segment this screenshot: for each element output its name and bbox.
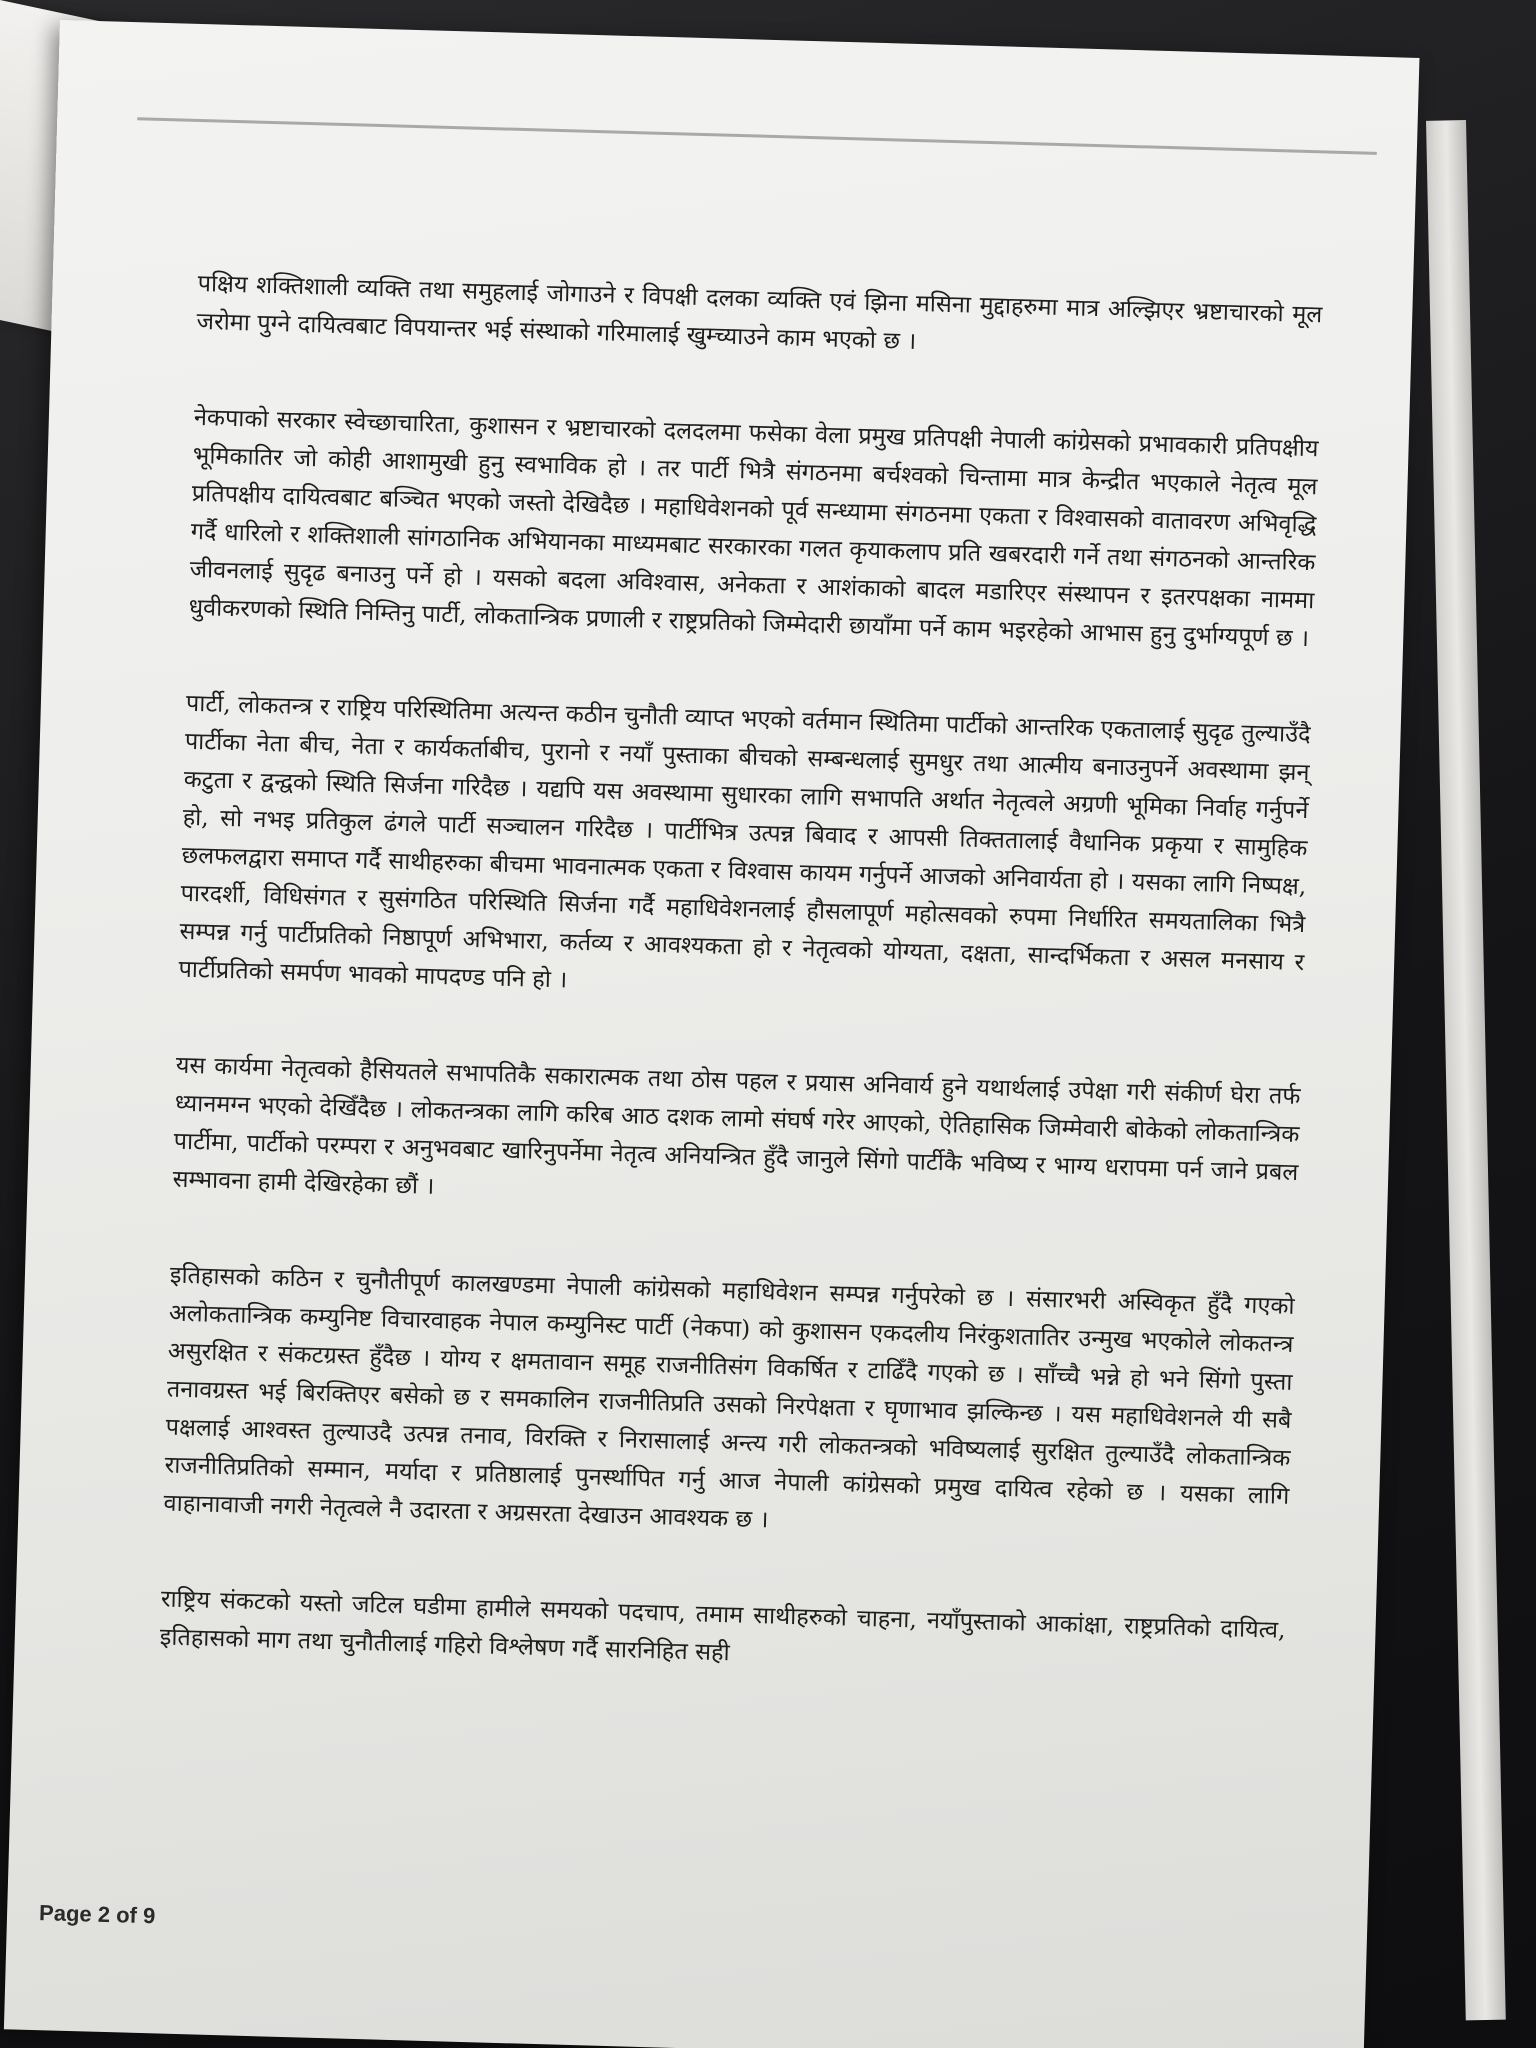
paragraph: राष्ट्रिय संकटको यस्तो जटिल घडीमा हामीले समयको पदचाप, तमाम साथीहरुको चाहना, नयाँपुस्ताको आकांक्षा, राष्ट्रप्रतिको दायित्व, इतिहासको माग तथा चुनौतीलाई गहिरो विश्लेषण गर्दै सारनिहित सही	[159, 1584, 1286, 1667]
paragraph: यस कार्यमा नेतृत्वको हैसियतले सभापतिकै सकारात्मक तथा ठोस पहल र प्रयास अनिवार्य हुने यथार्थलाई उपेक्षा गरी संकीर्ण घेरा तर्फ ध्यानमग्न भएको देखिँदैछ । लोकतन्त्रका लागि करिब आठ दशक लामो संघर्ष गरेर आएको, ऐतिहासिक जिम्मेवारी बोकेको लोकतान्त्रिक पार्टीमा, पार्टीको परम्परा र अनुभवबाट खारिनुपर्नेमा नेतृत्व अनियन्त्रित हुँदै जानुले सिंगो पार्टीकै भविष्य र भाग्य धरापमा पर्न जाने प्रबल सम्भावना हामी देखिरहेका छौं ।	[172, 1050, 1301, 1200]
paper-stack-edge	[1426, 120, 1506, 2020]
paragraph: पक्षिय शक्तिशाली व्यक्ति तथा समुहलाई जोगाउने र विपक्षी दलका व्यक्ति एवं झिना मसिना मुद्दाहरुमा मात्र अल्झिएर भ्रष्टाचारको मूल जरोमा पुग्ने दायित्वबाट विपयान्तर भई संस्थाको गरिमालाई खुम्च्याउने काम भएको छ ।	[196, 268, 1323, 356]
header-rule	[137, 117, 1377, 155]
document-page	[4, 20, 1420, 2048]
paragraph: इतिहासको कठिन र चुनौतीपूर्ण कालखण्डमा नेपाली कांग्रेसको महाधिवेशन सम्पन्न गर्नुपरेको छ । संसारभरी अस्विकृत हुँदै गएको अलोकतान्त्रिक कम्युनिष्ट विचारवाहक नेपाल कम्युनिस्ट पार्टी (नेकपा) को कुशासन एकदलीय निरंकुशतातिर उन्मुख भएकोले लोकतन्त्र असुरक्षित र संकटग्रस्त हुँदैछ । योग्य र क्षमतावान समूह राजनीतिसंग विकर्षित र टाढिँदै गएको छ । साँच्चै भन्ने हो भने सिंगो पुस्ता तनावग्रस्त भई बिरक्तिएर बसेको छ र समकालिन राजनीतिप्रति उसको निरपेक्षता र घृणाभाव झल्किन्छ । यस महाधिवेशनले यी सबै पक्षलाई आश्वस्त तुल्याउदै उत्पन्न तनाव, विरक्ति र निरासालाई अन्त्य गरी लोकतन्त्रको भविष्यलाई सुरक्षित तुल्याउँदै लोकतान्त्रिक राजनीतिप्रतिको सम्मान, मर्यादा र प्रतिष्ठालाई पुनर्स्थापित गर्नु आज नेपाली कांग्रेसको प्रमुख दायित्व रहेको छ । यसका लागि वाहानावाजी नगरी नेतृत्वले नै उदारता र अग्रसरता देखाउन आवश्यक छ ।	[163, 1260, 1295, 1534]
paragraph: पार्टी, लोकतन्त्र र राष्ट्रिय परिस्थितिमा अत्यन्त कठीन चुनौती व्याप्त भएको वर्तमान स्थितिमा पार्टीको आन्तरिक एकतालाई सुदृढ तुल्याउँदै पार्टीका नेता बीच, नेता र कार्यकर्ताबीच, पुरानो र नयाँ पुस्ताका बीचको सम्बन्धलाई सुमधुर तथा आत्मीय बनाउनुपर्ने अवस्थामा झन् कटुता र द्वन्द्वको स्थिति सिर्जना गरिदैछ । यद्यपि यस अवस्थामा सुधारका लागि सभापति अर्थात नेतृत्वले अग्रणी भूमिका निर्वाह गर्नुपर्ने हो, सो नभइ प्रतिकुल ढंगले पार्टी सञ्चालन गरिदैछ । पार्टीभित्र उत्पन्न बिवाद र आपसी तिक्ततालाई वैधानिक प्रकृया र सामुहिक छलफलद्वारा समाप्त गर्दै साथीहरुका बीचमा भावनात्मक एकता र विश्वास कायम गर्नुपर्ने आजको अनिवार्यता हो । यसका लागि निष्पक्ष, पारदर्शी, विधिसंगत र सुसंगठित परिस्थिति सिर्जना गर्दै महाधिवेशनलाई हौसलापूर्ण महोत्सवको रुपमा निर्धारित समयतालिका भित्रै सम्पन्न गर्नु पार्टीप्रतिको निष्ठापूर्ण अभिभारा, कर्तव्य र आवश्यकता हो र नेतृत्वको योग्यता, दक्षता, सान्दर्भिकता र असल मनसाय र पार्टीप्रतिको समर्पण भावको मापदण्ड पनि हो ।	[178, 688, 1311, 994]
paragraph: नेकपाको सरकार स्वेच्छाचारिता, कुशासन र भ्रष्टाचारको दलदलमा फसेका वेला प्रमुख प्रतिपक्षी नेपाली कांग्रेसको प्रभावकारी प्रतिपक्षीय भूमिकातिर जो कोही आशामुखी हुनु स्वभाविक हो । तर पार्टी भित्रै संगठनमा बर्चश्वको चिन्तामा मात्र केन्द्रीत भएकाले नेतृत्व मूल प्रतिपक्षीय दायित्वबाट बञ्चित भएको जस्तो देखिदैछ । महाधिवेशनको पूर्व सन्ध्यामा संगठनमा एकता र विश्वासको वातावरण अभिवृद्धि गर्दै धारिलो र शक्तिशाली सांगठानिक अभियानका माध्यमबाट सरकारका गलत कृयाकलाप प्रति खबरदारी गर्ने तथा संगठनको आन्तरिक जीवनलाई सुदृढ बनाउनु पर्ने हो । यसको बदला अविश्वास, अनेकता र आशंकाको बादल मडारिएर संस्थापन र इतरपक्षका नाममा धुवीकरणको स्थिति निम्तिनु पार्टी, लोकतान्त्रिक प्रणाली र राष्ट्रप्रतिको जिम्मेदारी छायाँमा पर्ने काम भइरहेको आभास हुनु दुर्भाग्यपूर्ण छ ।	[188, 402, 1319, 653]
document-body	[158, 264, 1323, 1745]
page-number: Page 2 of 9	[38, 1900, 156, 1929]
